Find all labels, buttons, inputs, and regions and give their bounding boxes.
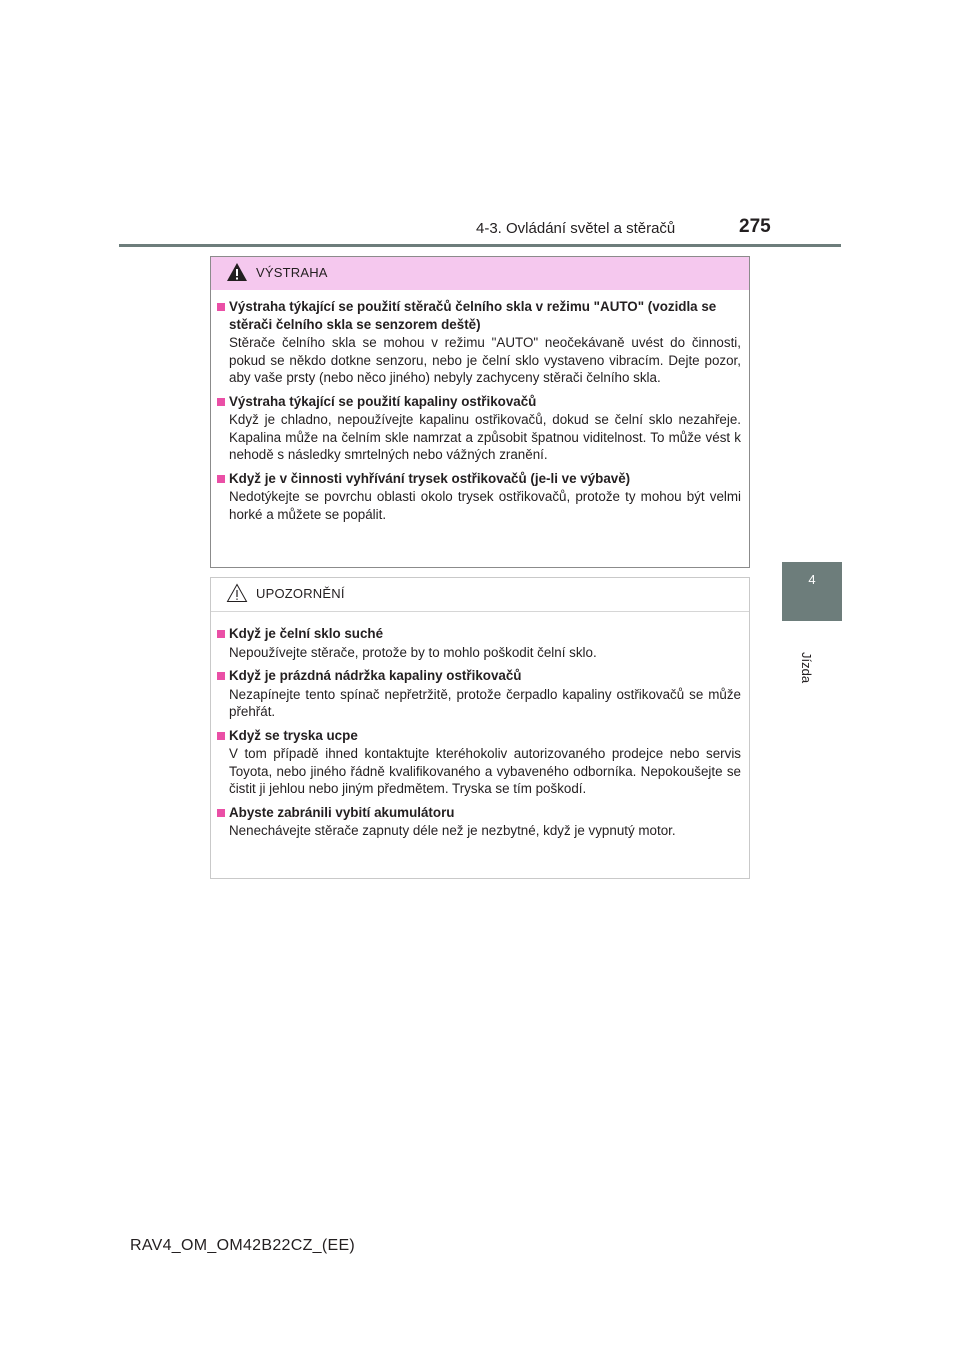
caution-item-text: Nezapínejte tento spínač nepřetržitě, protože čerpadlo kapaliny ostřikovačů se může přehřát. [229, 686, 741, 719]
bullet-square-icon [217, 475, 225, 483]
chapter-tab[interactable] [782, 562, 842, 621]
warning-box [210, 256, 750, 568]
caution-item-title: Když se tryska ucpe [229, 727, 358, 743]
warning-item [217, 298, 741, 387]
warning-item-title: Výstraha týkající se použití kapaliny ostřikovačů [229, 393, 537, 409]
caution-item [217, 667, 741, 721]
warning-header [211, 257, 749, 290]
document-code: RAV4_OM_OM42B22CZ_(EE) [130, 1237, 356, 1254]
caution-label: UPOZORNĚNÍ [256, 586, 345, 601]
warning-body [211, 290, 749, 523]
page-header [0, 0, 960, 250]
caution-item-text: V tom případě ihned kontaktujte kteréhokoliv autorizovaného prodejce nebo servis Toyota, nebo jiného řádně kvalifikovaného a vybaveného odborníka. Nepokoušejte se čistit ji jehlou nebo jiným předmětem. Tryska se tím poškodí. [229, 746, 741, 796]
caution-item [217, 727, 741, 798]
caution-item-text: Nepoužívejte stěrače, protože by to mohlo poškodit čelní sklo. [229, 644, 597, 660]
warning-item-title: Když je v činnosti vyhřívání trysek ostřikovačů (je-li ve výbavě) [229, 470, 631, 486]
bullet-square-icon [217, 672, 225, 680]
warning-item [217, 470, 741, 524]
chapter-number: 4 [808, 572, 816, 587]
section-title: 4-3. Ovládání světel a stěračů [476, 220, 676, 237]
bullet-square-icon [217, 630, 225, 638]
caution-box [210, 577, 750, 879]
caution-item-text: Nenechávejte stěrače zapnuty déle než je nezbytné, když je vypnutý motor. [229, 823, 676, 838]
caution-item [217, 804, 741, 840]
page-number: 275 [739, 216, 771, 237]
warning-item-title: Výstraha týkající se použití stěračů čelního skla v režimu "AUTO" (vozidla se stěrači čelního skla se senzorem deště) [229, 299, 717, 332]
chapter-label: Jízda [799, 652, 814, 684]
warning-item-text: Stěrače čelního skla se mohou v režimu "AUTO" neočekávaně uvést do činnosti, pokud se někdo dotkne senzoru, nebo je čelní sklo vystaveno vibracím. Dejte pozor, aby vaše prsty (nebo něco jiného) nebyly zachyceny stěrači čelního skla. [229, 335, 741, 385]
bullet-square-icon [217, 732, 225, 740]
warning-label: VÝSTRAHA [256, 265, 328, 280]
warning-item-text: Když je chladno, nepoužívejte kapalinu ostřikovačů, dokud se čelní sklo nezahřeje. Kapalina může na čelním skle namrzat a způsobit špatnou viditelnost. To může vést k nehodě s následky smrtelných nebo vážných zranění. [229, 412, 741, 462]
caution-body [211, 612, 749, 840]
bullet-square-icon [217, 398, 225, 406]
caution-item [217, 625, 741, 661]
caution-header [211, 578, 749, 612]
header-rule [119, 244, 841, 247]
warning-item-text: Nedotýkejte se povrchu oblasti okolo trysek ostřikovačů, protože ty mohou být velmi horké a můžete se popálit. [229, 489, 741, 522]
caution-item-title: Když je prázdná nádržka kapaliny ostřikovačů [229, 668, 522, 683]
caution-triangle-icon [226, 583, 248, 603]
caution-item-title: Když je čelní sklo suché [229, 626, 384, 641]
warning-triangle-icon [226, 262, 248, 282]
caution-item-title: Abyste zabránili vybití akumulátoru [229, 804, 455, 820]
warning-item [217, 393, 741, 464]
bullet-square-icon [217, 303, 225, 311]
bullet-square-icon [217, 809, 225, 817]
